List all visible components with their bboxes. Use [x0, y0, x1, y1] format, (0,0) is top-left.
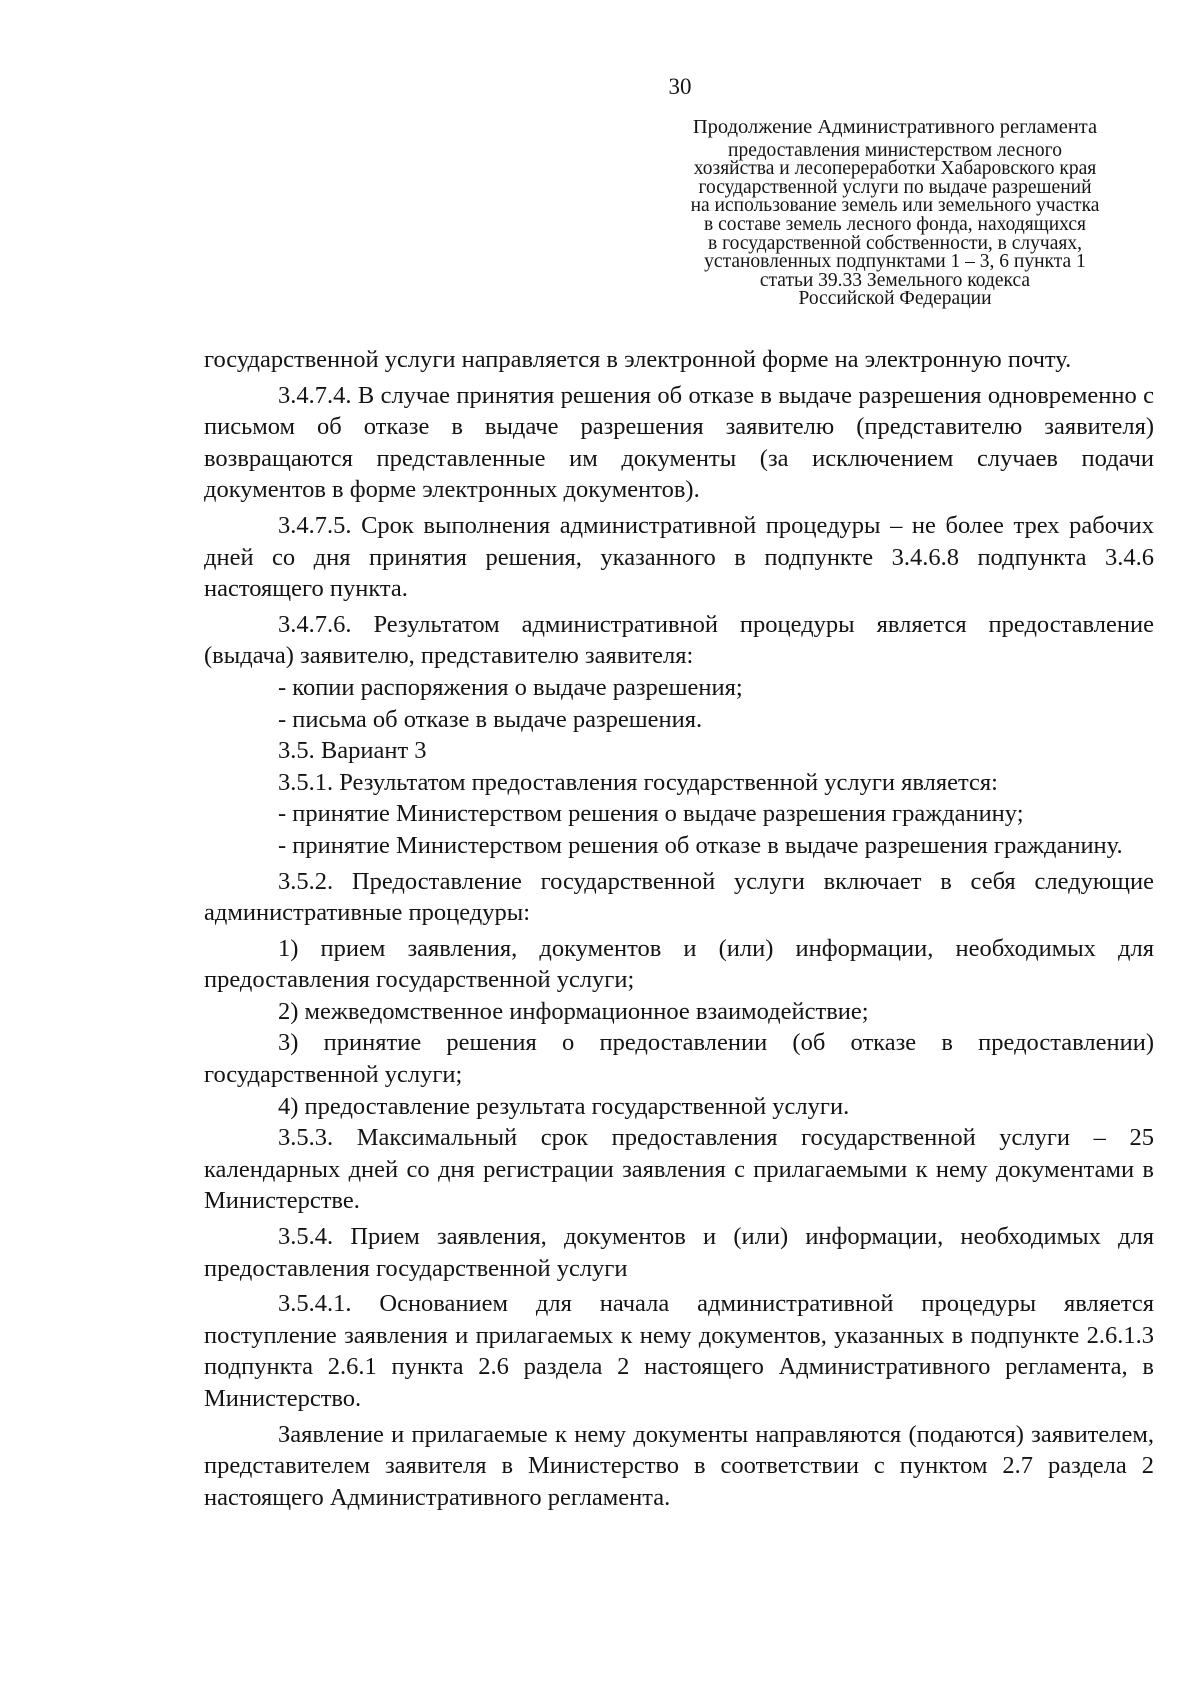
list-item: 1) прием заявления, документов и (или) информации, необходимых для предоставления государственной услуги; — [204, 934, 1154, 994]
list-item: 4) предоставление результата государственной услуги. — [278, 1092, 850, 1120]
header-line: хозяйства и лесопереработки Хабаровского края — [693, 158, 1097, 180]
header-line: Российской Федерации — [798, 288, 992, 310]
paragraph: 3.5.4. Прием заявления, документов и (или) информации, необходимых для предоставления государственной услуги — [204, 1223, 1154, 1282]
list-item: - копии распоряжения о выдаче разрешения; — [278, 673, 743, 701]
page-number: 30 — [668, 74, 692, 99]
header-line: государственной услуги по выдаче разрешений — [698, 176, 1092, 198]
header-line: статьи 39.33 Земельного кодекса — [759, 269, 1031, 291]
header-line: предоставления министерством лесного — [728, 139, 1062, 161]
section-heading: 3.5. Вариант 3 — [278, 737, 427, 765]
paragraph: 3.4.7.5. Срок выполнения административной процедуры – не более трех рабочих дней со дня принятия решения, указанного в подпункте 3.4.6.8 подпункта 3.4.6 настоящего пункта. — [204, 511, 1154, 603]
paragraph: 3.5.4.1. Основанием для начала административной процедуры является поступление заявления и прилагаемых к нему документов, указанных в подпункте 2.6.1.3 подпункта 2.6.1 пункта 2.6 раздела 2 настоящего Административного регламента, в Министерство. — [204, 1290, 1154, 1412]
paragraph: 3.4.7.4. В случае принятия решения об отказе в выдаче разрешения одновременно с письмом об отказе в выдаче разрешения заявителю (представителю заявителя) возвращаются представленные им документы (за исключением случаев подачи документов в форме электронных документов). — [204, 381, 1154, 504]
header-line: на использование земель или земельного участка — [690, 195, 1100, 217]
list-item: - принятие Министерством решения об отказе в выдаче разрешения гражданину. — [278, 831, 1123, 859]
paragraph: 3.5.3. Максимальный срок предоставления государственной услуги – 25 календарных дней со дня регистрации заявления с прилагаемыми к нему документами в Министерстве. — [204, 1124, 1154, 1215]
document-body — [204, 344, 1154, 1513]
document-header — [640, 118, 1150, 309]
list-item: 3) принятие решения о предоставлении (об отказе в предоставлении) государственной услуги; — [204, 1029, 1154, 1089]
paragraph: 3.5.1. Результатом предоставления государственной услуги является: — [278, 768, 998, 796]
header-line: Продолжение Административного регламента — [692, 116, 1098, 138]
paragraph: государственной услуги направляется в электронной форме на электронную почту. — [204, 346, 1072, 373]
list-item: 2) межведомственное информационное взаимодействие; — [278, 997, 869, 1025]
list-item: - письма об отказе в выдаче разрешения. — [278, 705, 703, 733]
paragraph: Заявление и прилагаемые к нему документы направляются (подаются) заявителем, представителем заявителя в Министерство в соответствии с пунктом 2.7 раздела 2 настоящего Административного регламента. — [204, 1420, 1154, 1511]
paragraph: 3.4.7.6. Результатом административной процедуры является предоставление (выдача) заявителю, представителю заявителя: — [204, 610, 1154, 670]
header-line: в составе земель лесного фонда, находящихся — [704, 213, 1086, 235]
header-line: в государственной собственности, в случаях, — [708, 232, 1082, 254]
header-line: установленных подпунктами 1 – 3, 6 пункта 1 — [704, 251, 1086, 273]
list-item: - принятие Министерством решения о выдаче разрешения гражданину; — [278, 800, 1024, 828]
paragraph: 3.5.2. Предоставление государственной услуги включает в себя следующие административные процедуры: — [204, 867, 1154, 927]
